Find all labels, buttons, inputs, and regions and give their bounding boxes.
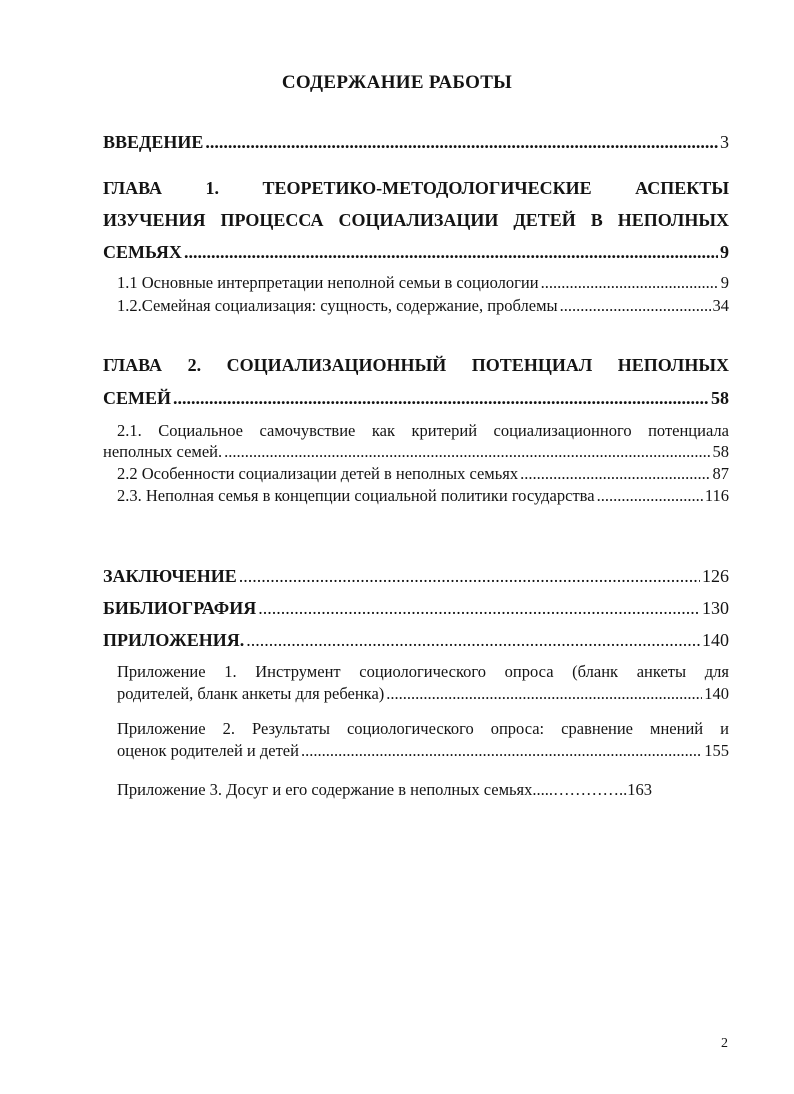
page-title: СОДЕРЖАНИЕ РАБОТЫ bbox=[281, 72, 513, 93]
toc-entry-appendix-2-line1[interactable]: Приложение 2. Результаты социологического опроса: сравнение мнений и bbox=[117, 719, 729, 738]
toc-entry-appendix-1-line1[interactable]: Приложение 1. Инструмент социологического опроса (бланк анкеты для bbox=[117, 662, 729, 681]
toc-entry-section-2-1-line1[interactable]: 2.1. Социальное самочувствие как критерий социализационного потенциала bbox=[117, 421, 729, 440]
toc-page-number: 58 bbox=[712, 442, 729, 461]
toc-entry-chapter2[interactable] bbox=[103, 388, 729, 409]
leader-dots bbox=[258, 598, 700, 619]
toc-entry-appendix-2[interactable] bbox=[117, 741, 729, 761]
toc-entry-chapter1[interactable] bbox=[103, 242, 729, 263]
toc-entry-label: родителей, бланк анкеты для ребенка) bbox=[117, 684, 385, 703]
toc-entry-label: ВВЕДЕНИЕ bbox=[103, 132, 204, 152]
toc-entry-label: неполных семей. bbox=[103, 442, 223, 461]
toc-entry-label: оценок родителей и детей bbox=[117, 741, 299, 760]
toc-page-number: 130 bbox=[702, 598, 729, 618]
toc-entry-bibliography[interactable] bbox=[103, 598, 729, 619]
leader-dots bbox=[246, 630, 700, 651]
toc-page-number: 155 bbox=[704, 741, 729, 760]
chapter1-title-line1[interactable]: ГЛАВА 1. ТЕОРЕТИКО-МЕТОДОЛОГИЧЕСКИЕ АСПЕКТЫ bbox=[103, 178, 729, 198]
toc-page-number: 140 bbox=[704, 684, 729, 703]
toc-entry-section-2-3[interactable] bbox=[117, 486, 729, 506]
toc-page-number: 9 bbox=[720, 242, 729, 262]
toc-page-number: 34 bbox=[712, 296, 729, 315]
leader-dots bbox=[239, 566, 700, 587]
leader-dots bbox=[224, 442, 710, 462]
toc-entry-label: 2.2 Особенности социализации детей в неполных семьях bbox=[117, 464, 519, 483]
leader-dots bbox=[184, 242, 718, 263]
toc-entry-label: ЗАКЛЮЧЕНИЕ bbox=[103, 566, 237, 586]
toc-page-number: 58 bbox=[711, 388, 729, 408]
toc-page-number: 9 bbox=[720, 273, 729, 292]
toc-entry-label: 1.1 Основные интерпретации неполной семьи в социологии bbox=[117, 273, 539, 292]
toc-page-number: 3 bbox=[720, 132, 729, 152]
toc-entry-intro[interactable] bbox=[103, 132, 729, 153]
toc-entry-appendix-1[interactable] bbox=[117, 684, 729, 704]
leader-dots bbox=[173, 388, 709, 409]
toc-page-number: 126 bbox=[702, 566, 729, 586]
toc-page-number: 116 bbox=[704, 486, 729, 505]
leader-dots bbox=[386, 684, 702, 704]
toc-entry-label: 1.2.Семейная социализация: сущность, содержание, проблемы bbox=[117, 296, 558, 315]
toc-entry-section-2-2[interactable] bbox=[117, 464, 729, 484]
chapter2-title-line1[interactable]: ГЛАВА 2. СОЦИАЛИЗАЦИОННЫЙ ПОТЕНЦИАЛ НЕПОЛНЫХ bbox=[103, 355, 729, 375]
leader-dots bbox=[560, 296, 711, 316]
toc-entry-section-1-1[interactable] bbox=[117, 273, 729, 293]
leader-dots bbox=[205, 132, 718, 153]
toc-entry-section-2-1[interactable] bbox=[103, 442, 729, 462]
page-number: 2 bbox=[721, 1036, 728, 1051]
toc-entry-appendix-3[interactable]: Приложение 3. Досуг и его содержание в неполных семьях.....…………..163 bbox=[117, 780, 652, 799]
toc-entry-label: СЕМЬЯХ bbox=[103, 242, 182, 262]
toc-entry-label: 2.3. Неполная семья в концепции социальной политики государства bbox=[117, 486, 595, 505]
toc-entry-label: СЕМЕЙ bbox=[103, 388, 172, 408]
leader-dots bbox=[597, 486, 703, 506]
toc-page-number: 87 bbox=[712, 464, 729, 483]
toc-entry-section-1-2[interactable] bbox=[117, 296, 729, 316]
toc-entry-conclusion[interactable] bbox=[103, 566, 729, 587]
toc-page-number: 140 bbox=[702, 630, 729, 650]
leader-dots bbox=[301, 741, 702, 761]
leader-dots bbox=[520, 464, 710, 484]
chapter1-title-line2[interactable]: ИЗУЧЕНИЯ ПРОЦЕССА СОЦИАЛИЗАЦИИ ДЕТЕЙ В НЕПОЛНЫХ bbox=[103, 210, 729, 230]
leader-dots bbox=[541, 273, 719, 293]
toc-entry-appendices[interactable] bbox=[103, 630, 729, 651]
toc-entry-label: ПРИЛОЖЕНИЯ. bbox=[103, 630, 245, 650]
toc-entry-label: БИБЛИОГРАФИЯ bbox=[103, 598, 257, 618]
